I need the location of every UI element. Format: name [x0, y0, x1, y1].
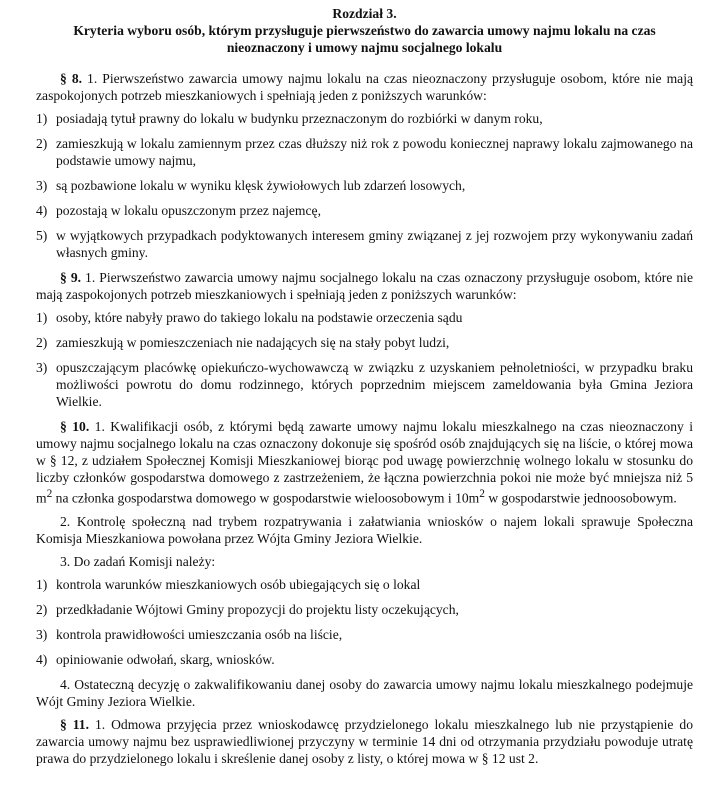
item-text: kontrola warunków mieszkaniowych osób ubiegających się o lokal: [56, 576, 421, 592]
list-item: [36, 202, 693, 219]
section-8-text: 1. Pierwszeństwo zawarcia umowy najmu lokalu na czas nieoznaczony przysługuje osobom, które nie mają zaspokojonych potrzeb mieszkaniowych i spełniają jeden z poniższych warunków:: [36, 71, 694, 103]
section-11-p1: [36, 716, 693, 767]
section-8-mark: § 8.: [60, 71, 83, 86]
item-text: przedkładanie Wójtowi Gminy propozycji do projektu listy oczekujących,: [56, 601, 459, 617]
superscript: 2: [46, 488, 53, 500]
section-9-intro: [36, 269, 693, 303]
section-10-p3: 3. Do zadań Komisji należy:: [60, 553, 216, 569]
section-10-text-a: 1. Kwalifikacji osób, z którymi będą zawarte umowy najmu lokalu mieszkalnego na czas nieoznaczony i umowy najmu socjalnego lokalu na czas oznaczony dokonuje się spośród osób znajdujących się na liście, o której mowa w § 12, z udziałem Społecznej Komisji Mieszkaniowej biorąc pod uwagę powierzchnię wolnego lokalu w stosunku do liczby członków gospodarstwa domowego z zastrzeżeniem, że łączna powierzchnia pokoi nie może być mniejsza niż 5 m: [36, 419, 694, 506]
list-item: [36, 601, 693, 618]
item-text: opuszczającym placówkę opiekuńczo-wychowawczą w związku z uzyskaniem pełnoletniości, w przypadku braku możliwości powrotu do domu rodzinnego, których poprzednim miejscem zameldowania była Gmina Jeziora Wielkie.: [56, 360, 693, 409]
list-item: [36, 135, 693, 169]
item-number: 5): [36, 228, 48, 243]
item-text: posiadają tytuł prawny do lokalu w budynku przeznaczonym do rozbiórki w danym roku,: [56, 111, 543, 126]
list-item: [36, 359, 693, 410]
list-item: [36, 227, 693, 261]
item-number: 4): [36, 203, 48, 218]
item-text: opiniowanie odwołań, skarg, wniosków.: [56, 651, 275, 667]
list-item: [36, 576, 693, 593]
section-9-mark: § 9.: [60, 270, 82, 285]
item-text: pozostają w lokalu opuszczonym przez najemcę,: [56, 203, 321, 218]
section-10-text-c: w gospodarstwie jednoosobowym.: [484, 490, 677, 506]
list-item: [36, 309, 693, 326]
item-number: 1): [36, 111, 48, 126]
section-10-mark: § 10.: [60, 419, 90, 434]
superscript: 2: [479, 488, 485, 500]
item-number: 2): [36, 136, 48, 151]
section-10-p2: 2. Kontrolę społeczną nad trybem rozpatrywania i załatwiania wniosków o najem lokali sprawuje Społeczna Komisja Mieszkaniowa powołana przez Wójta Gminy Jeziora Wielkie.: [36, 513, 693, 546]
item-text: zamieszkują w pomieszczeniach nie nadających się na stały pobyt ludzi,: [56, 335, 450, 350]
list-item: [36, 110, 693, 127]
section-9-text: 1. Pierwszeństwo zawarcia umowy najmu socjalnego lokalu na czas oznaczony przysługuje osobom, które nie mają zaspokojonych potrzeb mieszkaniowych i spełniają jeden z poniższych warunków:: [36, 270, 693, 302]
section-10-p1: [36, 418, 693, 507]
item-number: 3): [36, 178, 48, 193]
section-10-p4: 4. Ostateczną decyzję o zakwalifikowaniu danej osoby do zawarcia umowy najmu lokalu mieszkalnego podejmuje Wójt Gminy Jeziora Wielkie.: [36, 676, 693, 709]
item-number: 1): [36, 310, 48, 325]
chapter-heading: Rozdział 3.: [332, 6, 397, 21]
section-11-mark: § 11.: [60, 716, 89, 732]
list-item: [36, 177, 693, 194]
section-10-text-b: na członka gospodarstwa domowego w gospodarstwie wieloosobowym i 10m: [52, 490, 480, 506]
list-item: [36, 334, 693, 351]
section-8-intro: [36, 70, 693, 104]
section-11-text: 1. Odmowa przyjęcia przez wnioskodawcę przydzielonego lokalu mieszkalnego lub nie przystąpienie do zawarcia umowy najmu bez usprawiedliwionej przyczyny w terminie 14 dni od otrzymania przydziału powoduje utratę prawa do przydzielonego lokalu i skreślenie danej osoby z listy, o której mowa w § 12 ust 2.: [36, 716, 694, 766]
item-text: osoby, które nabyły prawo do takiego lokalu na podstawie orzeczenia sądu: [56, 310, 463, 325]
list-item: [36, 651, 693, 668]
chapter-title: Kryteria wyboru osób, którym przysługuje pierwszeństwo do zawarcia umowy najmu lokalu na czas nieoznaczony i umowy najmu socjalnego lokalu: [73, 23, 656, 55]
list-item: [36, 626, 693, 643]
item-number: 2): [36, 335, 48, 350]
item-number: 2): [36, 601, 48, 617]
item-text: są pozbawione lokalu w wyniku klęsk żywiołowych lub zdarzeń losowych,: [56, 178, 466, 193]
item-number: 3): [36, 626, 48, 642]
item-number: 4): [36, 651, 48, 667]
item-number: 1): [36, 576, 48, 592]
item-number: 3): [36, 360, 48, 375]
item-text: zamieszkują w lokalu zamiennym przez czas dłuższy niż rok z powodu koniecznej naprawy lokalu zajmowanego na podstawie umowy najmu,: [56, 136, 693, 168]
item-text: w wyjątkowych przypadkach podyktowanych interesem gminy związanej z jej rozwojem przy wykonywaniu zadań własnych gminy.: [56, 228, 693, 260]
item-text: kontrola prawidłowości umieszczania osób na liście,: [56, 626, 343, 642]
